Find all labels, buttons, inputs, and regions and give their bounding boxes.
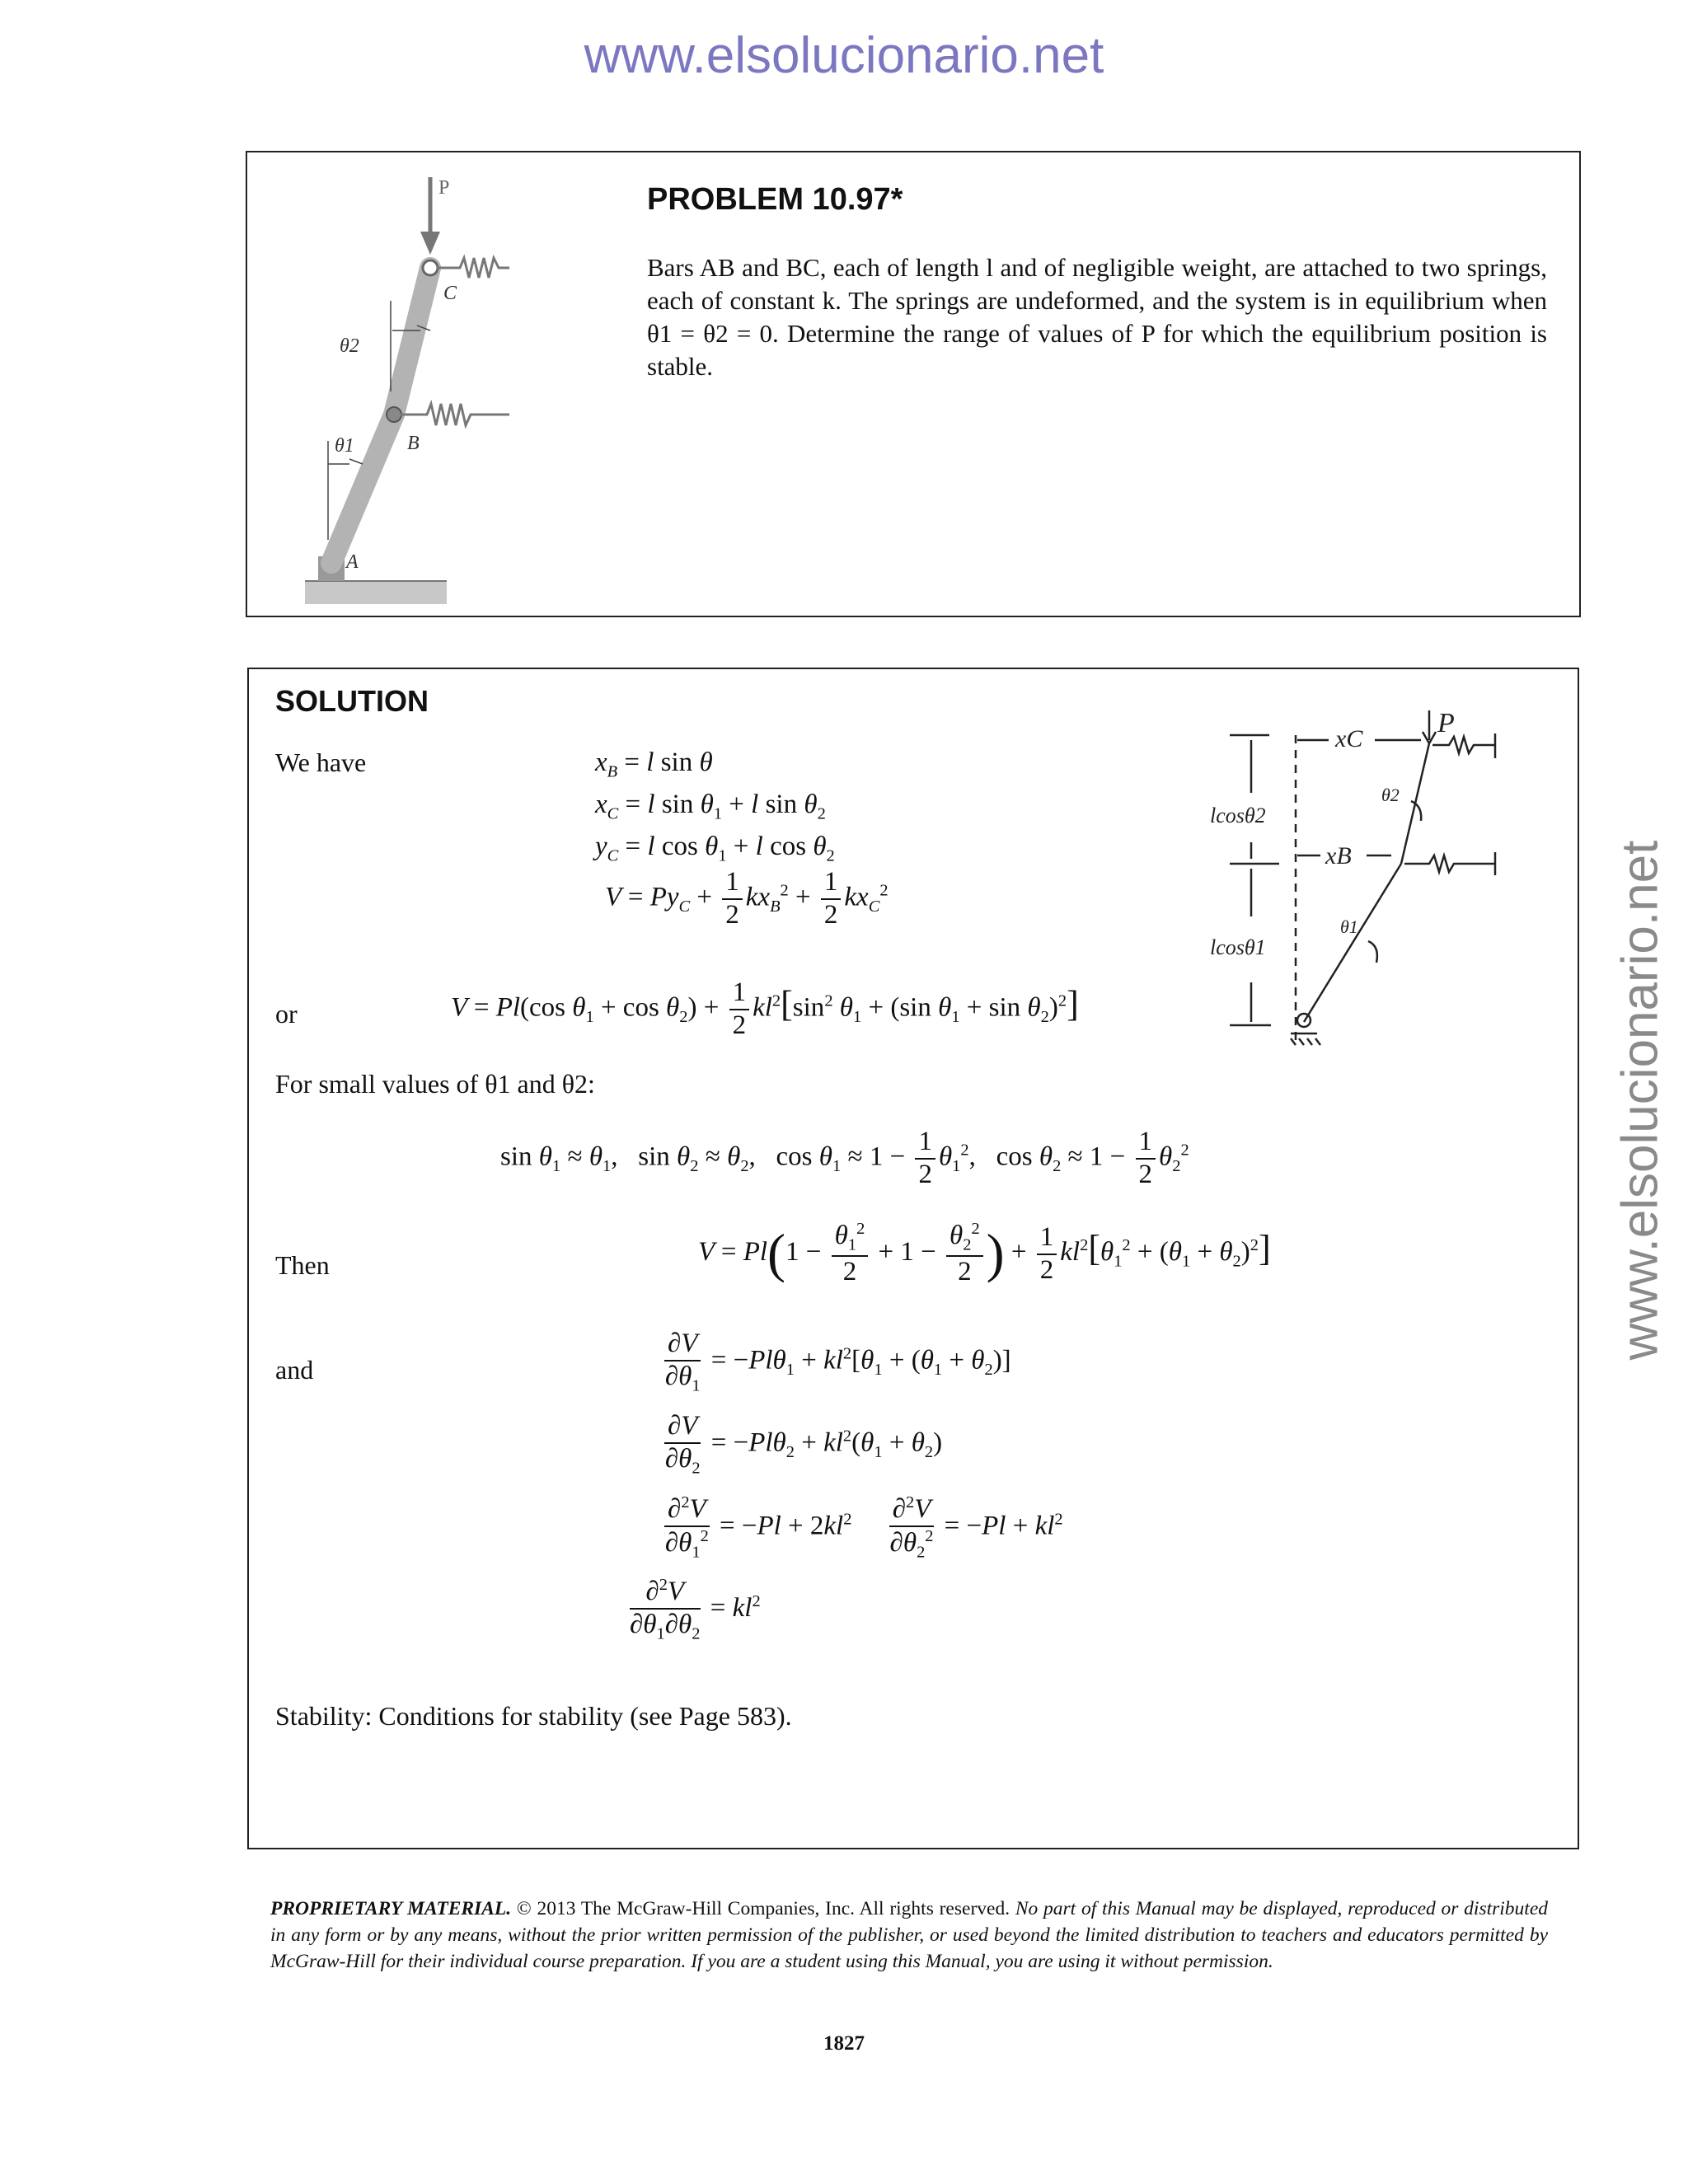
sketch-label-p: P: [1437, 710, 1455, 738]
solution-box: [247, 668, 1579, 1849]
sketch-label-lcos1: lcosθ1: [1210, 935, 1266, 959]
we-have-label: We have: [275, 748, 367, 777]
equation-dv-dtheta2: $\frac{\partial V}{\partial\theta_2}$ = $-Pl\theta_2 + kl^2(\theta_1 + \theta_2)$: [664, 1411, 943, 1478]
sketch-label-xb: xB: [1325, 842, 1352, 869]
small-values-label: For small values of θ1 and θ2:: [275, 1069, 595, 1099]
watermark-top: www.elsolucionario.net: [584, 27, 1104, 84]
equation-v-approx: V = Pl(1 − $\frac{\theta_1^2}{2}$ + 1 − $\frac{\theta_2^2}{2}$ ) + $\frac{1}{2}$ $kl^2[\theta_1^2 + (\theta_1 + \theta_2)^2]$: [698, 1220, 1271, 1287]
watermark-side: www.elsolucionario.net: [1611, 840, 1669, 1361]
solution-sketch: [1205, 710, 1568, 1057]
sketch-label-lcos2: lcosθ2: [1210, 804, 1266, 827]
equation-xb: $x_B = l$ sin θ: [595, 748, 713, 781]
solution-title: SOLUTION: [275, 684, 429, 718]
figure-label-theta2: θ2: [340, 335, 359, 357]
figure-label-theta1: θ1: [335, 435, 354, 457]
page-number: 1827: [823, 2032, 865, 2055]
problem-figure: [297, 169, 511, 606]
sketch-label-t1: θ1: [1340, 916, 1358, 937]
then-label: Then: [275, 1250, 330, 1280]
equation-xc: $x_C = l$ $\sin \theta_1 + l$ $\sin \theta_2$: [595, 790, 826, 823]
figure-label-a: A: [346, 551, 359, 573]
equation-v: $V = Py_C$ + $\frac{1}{2}$ $kx_B^2$ + $\frac{1}{2}$ $kx_C^2$: [605, 867, 889, 930]
proprietary-label: PROPRIETARY MATERIAL.: [270, 1898, 512, 1919]
equation-yc: $y_C = l$ $\cos \theta_1 + l$ $\cos \theta_2$: [595, 832, 835, 865]
figure-label-c: C: [443, 283, 457, 304]
permission-notice: No part of this Manual may be displayed, reproduced or distributed in any form or by any means, without the prior written permission of the publisher, or used beyond the limited distribution to teachers and educators permitted by McGraw-Hill for their individual course preparation. If you are a student using this Manual, you are using it without permission.: [270, 1898, 1549, 1972]
equation-mixed-derivative: $\frac{\partial^2V}{\partial\theta_1\partial\theta_2}$ = $kl^2$: [630, 1576, 761, 1643]
equation-v-full: V = Pl(cos $\theta_1 + \cos \theta_2$) + $\frac{1}{2}$ $kl^2[\sin^2$ $\theta_1 + (\sin$ $\theta_1 + \sin \theta_2)^2$]: [451, 977, 1079, 1040]
figure-label-p: P: [438, 177, 450, 199]
equation-second-derivatives: $\frac{\partial^2V}{\partial\theta_1^2}$ = $-Pl + 2kl^2$ $\frac{\partial^2V}{\partial\theta_2^2}$ = $-Pl + kl^2$: [664, 1493, 1063, 1562]
copyright-footer: [270, 1896, 1548, 1975]
equation-dv-dtheta1: $\frac{\partial V}{\partial\theta_1}$ = $-Pl\theta_1 + kl^2[\theta_1 + (\theta_1 + \theta_2)]$: [664, 1329, 1011, 1395]
equation-approximations: $\sin \theta_1 \approx \theta_1$, $\sin \theta_2 \approx \theta_2$, $\cos \theta_1 \approx 1$ − $\frac{1}{2}$ $\theta_1^2$, $\cos \theta_2 \approx 1$ − $\frac{1}{2}$ $\theta_2^2$: [500, 1127, 1189, 1189]
problem-title: PROBLEM 10.97*: [647, 182, 903, 217]
problem-text: Bars AB and BC, each of length l and of negligible weight, are attached to two springs, each of constant k. The springs are undeformed, and the system is in equilibrium when θ1 = θ2 = 0. Determine the range of values of P for which the equilibrium position is stable.: [647, 253, 1547, 381]
and-label: and: [275, 1355, 314, 1385]
copyright-text: © 2013 The McGraw-Hill Companies, Inc. All rights reserved.: [516, 1898, 1010, 1919]
figure-label-b: B: [407, 433, 420, 454]
sketch-label-xc: xC: [1335, 725, 1363, 752]
or-label: or: [275, 999, 298, 1029]
problem-box: [246, 151, 1581, 617]
stability-text: Stability: Conditions for stability (see Page 583).: [275, 1701, 792, 1731]
sketch-label-t2: θ2: [1381, 785, 1400, 805]
